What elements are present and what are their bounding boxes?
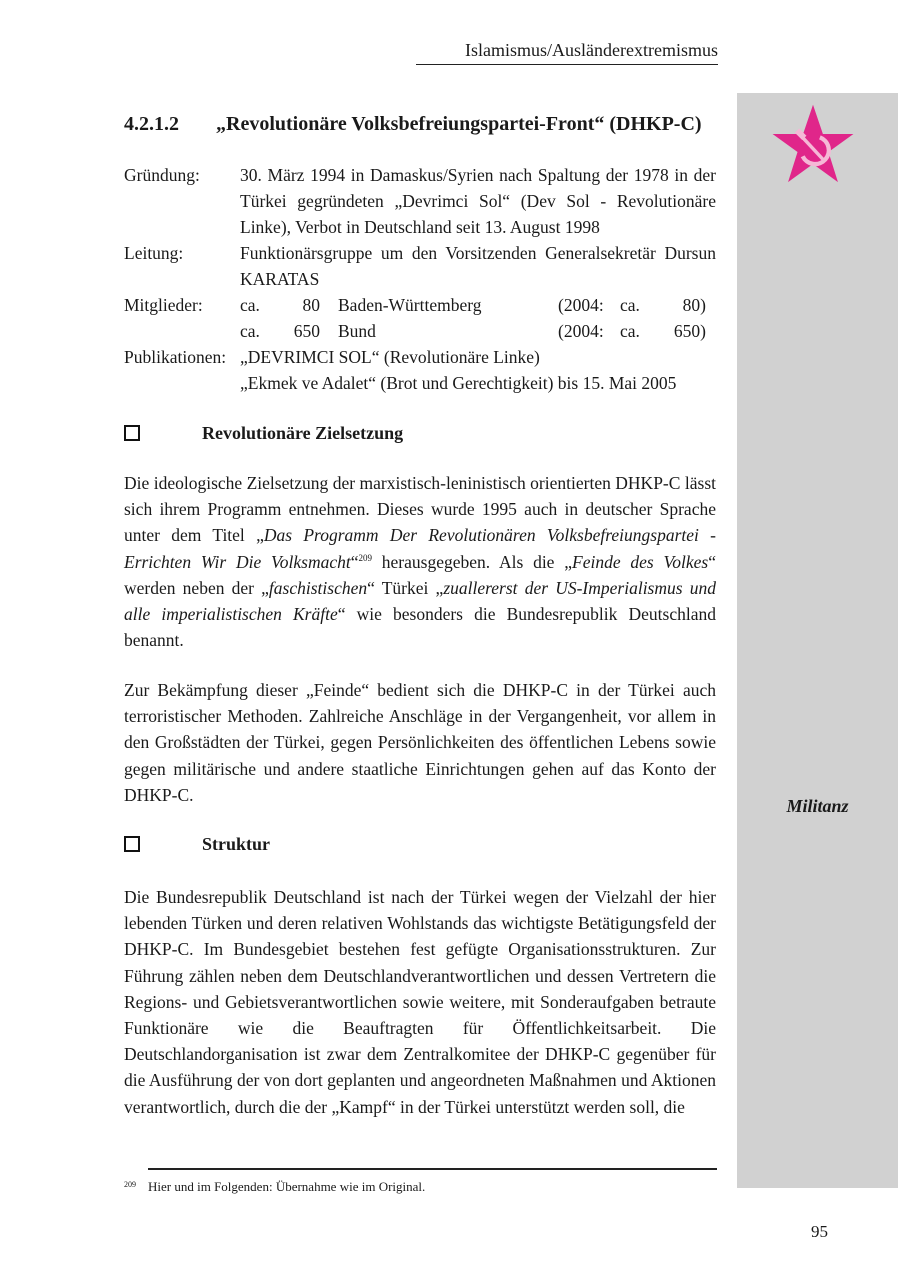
members-count: 650: [293, 321, 320, 341]
leadership-row: [124, 240, 716, 292]
margin-note-militanz: Militanz: [786, 796, 849, 816]
section-heading: „Revolutionäre Volksbefreiungspartei-Front“ (DHKP-C): [216, 113, 702, 135]
paragraph-structure: Die Bundesrepublik Deutschland ist nach der Türkei wegen der Vielzahl der hier lebenden Türken und deren relativen Wohlstands das wichtigste Betätigungsfeld der DHKP-C. Im Bundesgebiet bestehen fest gefügte Organisationsstrukturen. Zur Führung zählen neben dem Deutschlandverantwortlichen und dessen Vertretern die Regions- und Gebietsverantwortlichen sowie weitere, mit Sonderaufgaben betraute Funktionäre wie die Beauftragten für Öffentlichkeitsarbeit. Die Deutschlandorganisation ist zwar dem Zentralkomitee der DHKP-C gegenüber für die Ausführung der von dort geplanten und angeordneten Maßnahmen und Aktionen verantwortlich, durch die der „Kampf“ in der Türkei unterstützt werden soll, die: [124, 887, 716, 1117]
text: Die ideologische Zielsetzung der marxistisch-leninistisch orientierten DHKP-C lässt sich ihrem Programm entnehmen. Dieses wurde 1995 auch in deutscher Sprache unter dem Titel „: [124, 473, 716, 546]
members-ca: ca.: [240, 295, 260, 315]
founding-row: [124, 162, 716, 240]
footnote-number: 209: [124, 1180, 136, 1189]
subheading-goals-label: Revolutionäre Zielsetzung: [202, 423, 404, 443]
subheading-structure: [124, 832, 270, 856]
members-prev-label: (2004:: [558, 321, 604, 341]
footnote: [124, 1176, 716, 1196]
publication-item: „DEVRIMCI SOL“ (Revolutionäre Linke): [240, 347, 540, 367]
members-prev-count: 650): [673, 321, 706, 341]
members-ca: ca.: [240, 321, 260, 341]
quote: Feinde des Volkes: [572, 551, 709, 572]
publication-item: „Ekmek ve Adalet“ (Brot und Gerechtigkeit) bis 15. Mai 2005: [240, 373, 677, 393]
footnote-divider: [148, 1168, 717, 1170]
footnote-ref: 209: [358, 552, 372, 563]
text: “ werden neben der „: [124, 551, 717, 598]
text: “ wie besonders die Bundesrepublik Deutschland benannt.: [124, 604, 716, 651]
publications-label: Publikationen:: [124, 347, 227, 367]
publications-row: [124, 344, 716, 396]
paragraph-goals: [124, 470, 716, 653]
members-prev-label: (2004:: [558, 295, 604, 315]
publications-list: [240, 344, 716, 396]
checkbox-icon: [124, 836, 140, 852]
members-prev-ca: ca.: [620, 321, 640, 341]
program-title: Das Programm Der Revolutionären Volksbefreiungspartei - Errichten Wir Die Volksmacht: [124, 525, 717, 572]
footnote-text: Hier und im Folgenden: Übernahme wie im Original.: [148, 1179, 426, 1194]
members-line: [240, 292, 716, 318]
text: “: [350, 551, 359, 572]
members-prev-count: 80): [682, 295, 706, 315]
members-table: [240, 292, 716, 344]
sidebar: [737, 93, 898, 1188]
members-region: Bund: [338, 321, 376, 341]
leadership-text: Funktionärsgruppe um den Vorsitzenden Generalsekretär Dursun KARATAS: [240, 243, 716, 289]
text: “ Türkei „: [367, 577, 444, 598]
text: herausgegeben. Als die „: [372, 551, 573, 572]
section-title: [124, 110, 724, 138]
checkbox-icon: [124, 425, 140, 441]
founding-text: 30. März 1994 in Damaskus/Syrien nach Spaltung der 1978 in der Türkei gegründeten „Devrimci Sol“ (Dev Sol - Revolutionäre Linke), Verbot in Deutschland seit 13. August 1998: [240, 165, 716, 237]
subheading-structure-label: Struktur: [202, 834, 271, 854]
page-number: 95: [811, 1222, 828, 1241]
section-number: 4.2.1.2: [124, 113, 179, 135]
founding-label: Gründung:: [124, 165, 200, 185]
fact-sheet: [124, 162, 716, 396]
running-head: Islamismus/Ausländerextremismus: [416, 38, 718, 65]
members-region: Baden-Württemberg: [338, 295, 482, 315]
paragraph-militancy: Zur Bekämpfung dieser „Feinde“ bedient sich die DHKP-C in der Türkei auch terroristischer Methoden. Zahlreiche Anschläge in der Vergangenheit, vor allem in den Großstädten der Türkei, gegen Persönlichkeiten des öffentlichen Lebens sowie gegen militärische und andere staatliche Einrichtungen gehen auf das Konto der DHKP-C.: [124, 680, 716, 805]
red-star-icon: [770, 103, 856, 189]
members-row: [124, 292, 716, 344]
quote: faschistischen: [268, 577, 368, 598]
quote: zuallererst der US-Imperialismus und alle imperialistischen Kräfte: [124, 577, 716, 625]
subheading-goals: [124, 421, 403, 445]
members-prev-ca: ca.: [620, 295, 640, 315]
members-label: Mitglieder:: [124, 295, 203, 315]
members-count: 80: [302, 295, 320, 315]
leadership-label: Leitung:: [124, 243, 184, 263]
members-line: [240, 318, 716, 344]
